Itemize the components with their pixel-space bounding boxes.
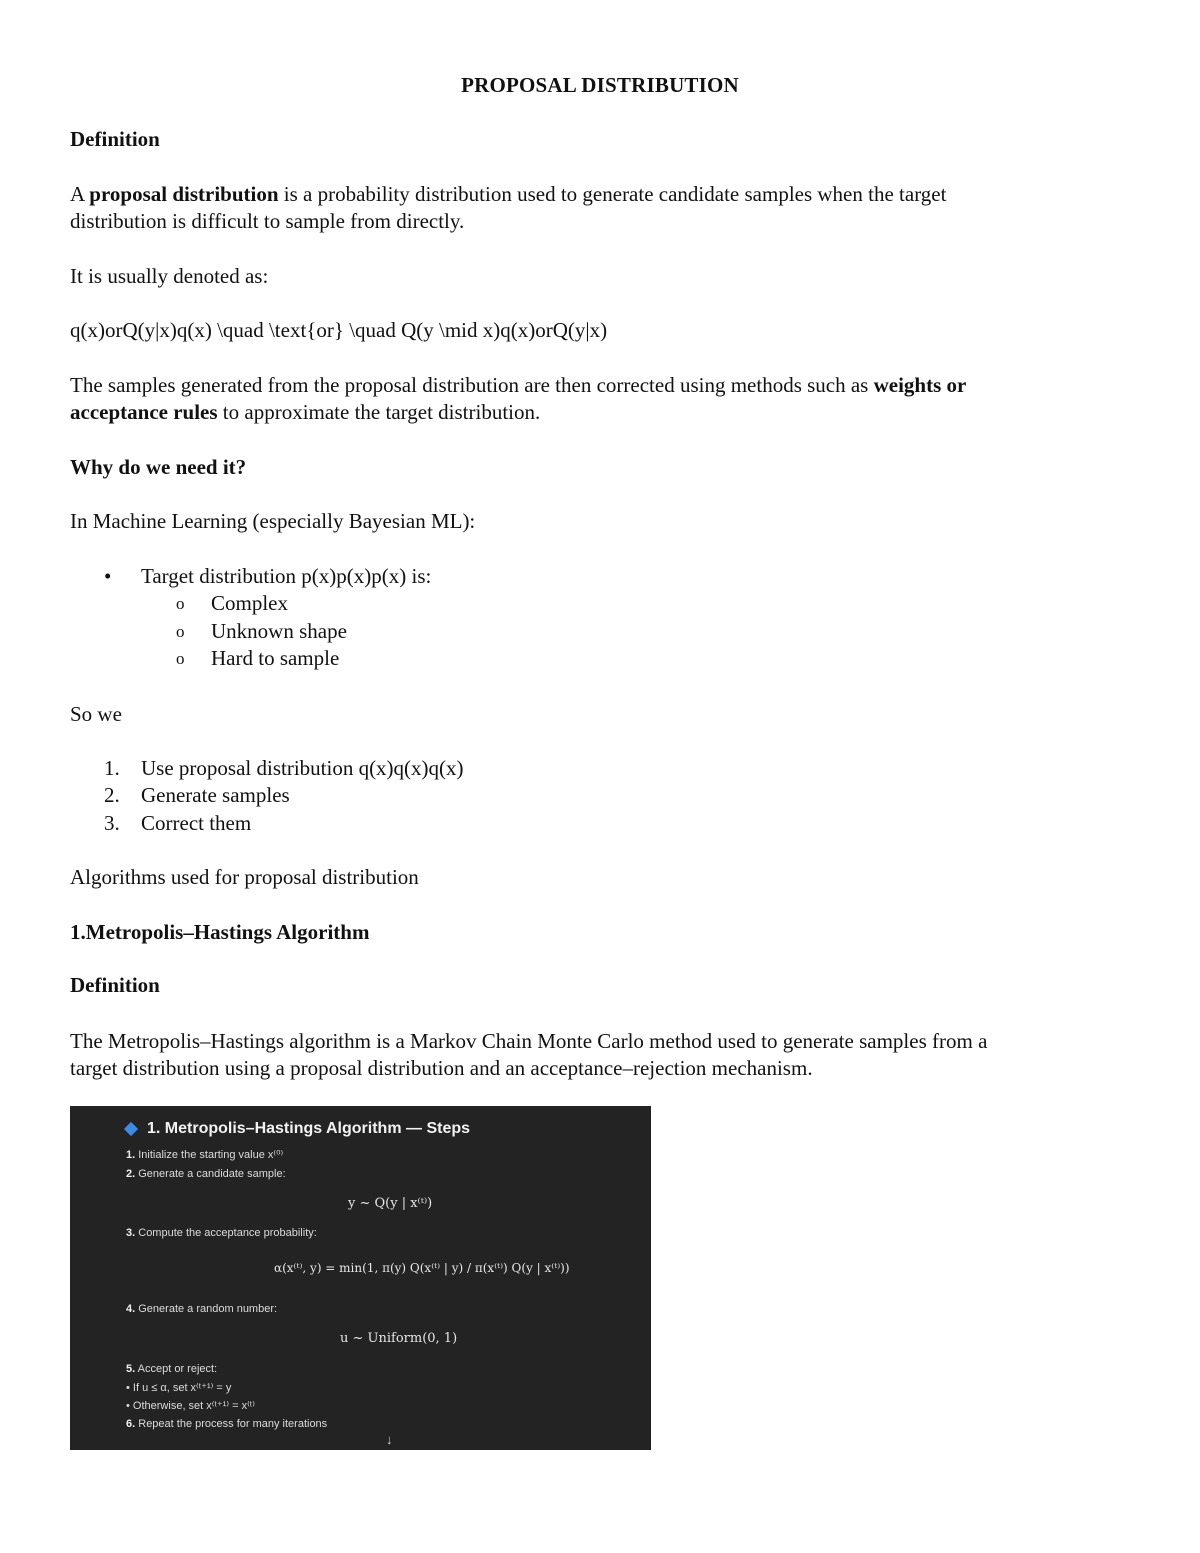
diamond-icon xyxy=(124,1122,138,1136)
mh-steps-screenshot xyxy=(70,1106,651,1450)
sub-item-text: Unknown shape xyxy=(211,619,347,643)
def-line2: distribution is difficult to sample from directly. xyxy=(70,209,465,233)
step-text: Generate a random number: xyxy=(138,1303,278,1315)
step-num: 1. xyxy=(126,1149,136,1161)
item-number: 3. xyxy=(104,811,120,835)
eq-uniform: u ~ Uniform(0, 1) xyxy=(340,1331,458,1346)
so-we-text: So we xyxy=(70,702,122,726)
algorithms-text: Algorithms used for proposal distribution xyxy=(70,865,419,889)
accept-bullet: • If u ≤ α, set x⁽ᵗ⁺¹⁾ = y xyxy=(126,1382,232,1394)
bullet-text: Target distribution p(x)p(x)p(x) is: xyxy=(141,564,432,588)
ml-text: In Machine Learning (especially Bayesian ML): xyxy=(70,509,476,533)
step-4 xyxy=(126,1303,277,1315)
numbered-item xyxy=(0,755,1200,782)
samples-line2-bold: acceptance rules xyxy=(70,400,218,424)
samples-paragraph xyxy=(70,372,1130,426)
step-text: Generate a candidate sample: xyxy=(138,1168,286,1180)
step-num: 4. xyxy=(126,1303,136,1315)
item-text: Correct them xyxy=(141,811,252,835)
item-number: 2. xyxy=(104,783,120,807)
mh-line2: target distribution using a proposal distribution and an acceptance–rejection mechanism. xyxy=(70,1056,813,1080)
step-1 xyxy=(126,1148,283,1161)
item-text: Generate samples xyxy=(141,783,290,807)
page-title: PROPOSAL DISTRIBUTION xyxy=(461,73,739,97)
step-5 xyxy=(126,1363,217,1375)
mh-line1: The Metropolis–Hastings algorithm is a Markov Chain Monte Carlo method used to generate samples from a xyxy=(70,1029,988,1053)
numbered-item xyxy=(0,782,1200,809)
step-6 xyxy=(126,1418,327,1430)
down-arrow-icon: ↓ xyxy=(386,1432,393,1447)
numbered-item xyxy=(0,810,1200,837)
def-bold-term: proposal distribution xyxy=(89,182,279,206)
item-number: 1. xyxy=(104,756,120,780)
step-2 xyxy=(126,1168,286,1180)
step-text: Repeat the process for many iterations xyxy=(138,1418,328,1430)
step-text: Compute the acceptance probability: xyxy=(138,1227,317,1239)
sub-list-item xyxy=(0,645,1200,672)
denoted-text: It is usually denoted as: xyxy=(70,264,269,288)
step-num: 3. xyxy=(126,1227,136,1239)
mh-definition-paragraph xyxy=(70,1028,1130,1082)
bullet-symbol: • xyxy=(104,564,112,588)
why-heading: Why do we need it? xyxy=(70,455,247,479)
samples-line2-rest: to approximate the target distribution. xyxy=(217,400,541,424)
reject-text: Otherwise, set x⁽ᵗ⁺¹⁾ = x⁽ᵗ⁾ xyxy=(132,1400,255,1412)
sub-item-text: Hard to sample xyxy=(211,646,340,670)
bullet-item xyxy=(0,563,1200,590)
step-3 xyxy=(126,1227,317,1239)
definition-heading-2: Definition xyxy=(70,973,160,997)
def-line1-rest: is a probability distribution used to generate candidate samples when the target xyxy=(278,182,947,206)
accept-text: If u ≤ α, set x⁽ᵗ⁺¹⁾ = y xyxy=(132,1382,232,1394)
step-text: Initialize the starting value x⁽⁰⁾ xyxy=(138,1149,284,1161)
eq-sample: y ~ Q(y | x⁽ᵗ⁾) xyxy=(348,1196,433,1211)
samples-line1-bold: weights or xyxy=(873,373,967,397)
sub-list-item xyxy=(0,618,1200,645)
eq-alpha: α(x⁽ᵗ⁾, y) = min(1, π(y) Q(x⁽ᵗ⁾ | y) / π(x⁽ᵗ⁾) Q(y | x⁽ᵗ⁾)) xyxy=(274,1261,570,1275)
step-num: 5. xyxy=(126,1363,136,1375)
definition-paragraph xyxy=(70,181,1130,235)
sub-bullet-symbol: o xyxy=(176,649,185,668)
item-text: Use proposal distribution q(x)q(x)q(x) xyxy=(141,756,464,780)
screenshot-header: 1. Metropolis–Hastings Algorithm — Steps xyxy=(147,1120,471,1137)
def-pre: A xyxy=(70,182,90,206)
sub-item-text: Complex xyxy=(211,591,288,615)
mh-heading: 1.Metropolis–Hastings Algorithm xyxy=(70,920,370,944)
formula-text: q(x)orQ(y|x)q(x) \quad \text{or} \quad Q(y \mid x)q(x)orQ(y|x) xyxy=(70,318,608,342)
step-text: Accept or reject: xyxy=(137,1363,218,1375)
samples-line1-pre: The samples generated from the proposal distribution are then corrected using methods such as xyxy=(70,373,874,397)
definition-heading: Definition xyxy=(70,127,160,151)
sub-bullet-symbol: o xyxy=(176,622,185,641)
sub-list-item xyxy=(0,590,1200,617)
reject-bullet: • Otherwise, set x⁽ᵗ⁺¹⁾ = x⁽ᵗ⁾ xyxy=(126,1400,255,1412)
step-num: 6. xyxy=(126,1418,136,1430)
sub-bullet-symbol: o xyxy=(176,594,185,613)
step-num: 2. xyxy=(126,1168,136,1180)
